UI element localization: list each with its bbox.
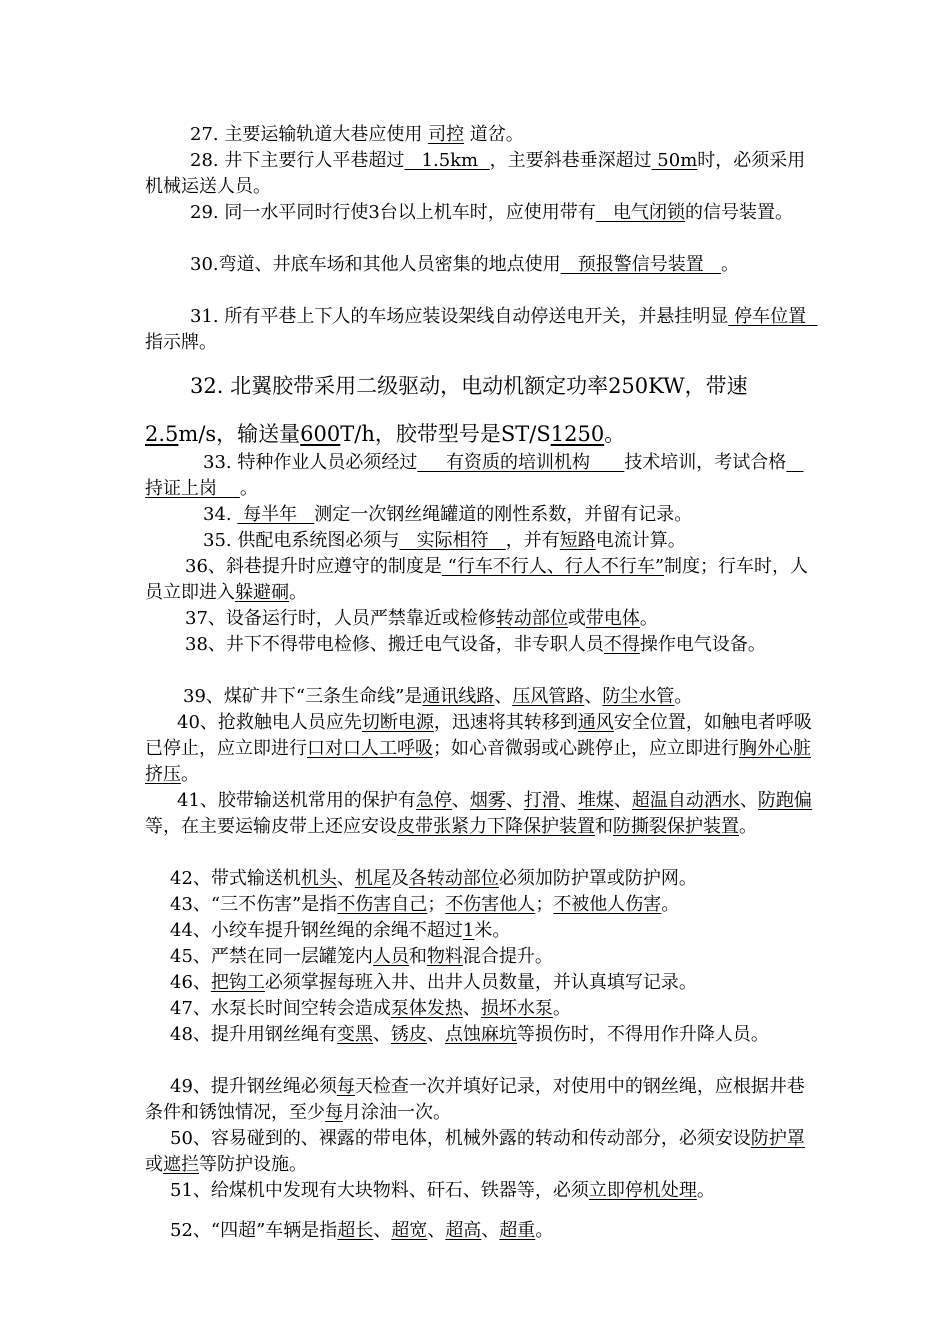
question-text: 52、“四超”车辆是指	[170, 1220, 338, 1241]
question-text: 时，必须采用机械运送人员。	[145, 150, 806, 197]
answer-blank: 短路	[559, 530, 596, 551]
question-text: 、	[481, 1220, 500, 1241]
answer-blank: 实际相符	[399, 530, 506, 551]
question-text: 和	[408, 946, 427, 967]
answer-blank: 防尘水管	[602, 686, 675, 707]
answer-blank: 超宽	[391, 1220, 428, 1241]
question-text: 电流计算。	[595, 530, 686, 551]
question-text: 。	[639, 608, 658, 629]
question-52	[145, 1218, 815, 1244]
answer-blank: 变黑	[336, 1024, 373, 1045]
question-text: 操作电气设备。	[639, 634, 766, 655]
answer-blank: 不伤害自己	[337, 894, 428, 915]
question-text: 、	[336, 868, 355, 889]
question-text: 32. 北翼胶带采用二级驱动，电动机额定功率250KW，带速	[190, 374, 748, 398]
question-text: 月涂油一次。	[343, 1102, 451, 1123]
question-text: 。	[720, 254, 739, 275]
answer-blank: 超高	[445, 1220, 482, 1241]
question-text: 天检查一次并填好记录，对使用中的钢丝绳，应根据井巷条件和锈蚀情况，至少	[145, 1076, 805, 1123]
question-text: 的信号装置。	[684, 202, 793, 223]
question-text: 、	[739, 790, 758, 811]
question-text: 、	[451, 790, 470, 811]
answer-blank: 每半年	[237, 504, 315, 525]
question-text: 27. 主要运输轨道大巷应使用	[190, 124, 429, 145]
question-33	[145, 450, 815, 502]
question-text: 、	[505, 790, 524, 811]
answer-blank: 通讯线路	[422, 686, 495, 707]
question-text: 48、提升用钢丝绳有	[170, 1024, 337, 1045]
answer-blank: 把钩工	[210, 972, 265, 993]
question-text: 33. 特种作业人员必须经过	[203, 452, 418, 473]
question-39	[145, 684, 815, 710]
question-29	[145, 200, 815, 226]
question-text: ；	[427, 894, 446, 915]
question-51	[145, 1178, 815, 1204]
question-text: ；	[535, 894, 554, 915]
question-49	[145, 1074, 815, 1126]
question-47	[145, 996, 815, 1022]
question-text: m/s，输送量	[178, 422, 301, 446]
answer-blank: 遮拦	[163, 1154, 199, 1175]
question-40	[145, 710, 815, 788]
question-42	[145, 866, 815, 892]
answer-blank: 不被他人伤害	[553, 894, 662, 915]
answer-blank: 躲避硐	[235, 582, 289, 603]
question-text: 安全位置，如触电者呼吸已停止，应立即进行	[145, 712, 812, 759]
answer-blank: 每	[325, 1102, 343, 1123]
answer-blank: 防护罩	[750, 1128, 805, 1149]
question-48	[145, 1022, 815, 1048]
question-31	[145, 304, 818, 356]
question-text: 47、水泵长时间空转会造成	[170, 998, 391, 1019]
answer-blank: 机头	[300, 868, 337, 889]
question-text: 51、给煤机中发现有大块物料、矸石、铁器等，必须	[170, 1180, 589, 1201]
question-text: 。	[239, 478, 258, 499]
question-text: 、	[559, 790, 578, 811]
question-37	[145, 606, 815, 632]
answer-blank: 锈皮	[390, 1024, 427, 1045]
question-text: 技术培训，考试合格	[624, 452, 787, 473]
question-text: 必须加防护罩或防护网。	[498, 868, 697, 889]
question-text: 49、提升钢丝绳必须	[170, 1076, 337, 1097]
question-text: 45、严禁在同一层罐笼内	[170, 946, 373, 967]
question-text: 等，在主要运输皮带上还应安设	[145, 816, 397, 837]
question-text: 。	[535, 1220, 554, 1241]
question-45	[145, 944, 815, 970]
question-text: 44、小绞车提升钢丝绳的余绳不超过	[170, 920, 463, 941]
question-text: ，并有	[505, 530, 560, 551]
answer-blank: 超温自动洒水	[631, 790, 740, 811]
answer-blank: “行车不行人、行人不行车”	[441, 556, 665, 577]
question-text: 制度；行车时，人员立即进入	[145, 556, 809, 603]
question-text: 43、“三不伤害”是指	[170, 894, 338, 915]
question-text: 31. 所有平巷上下人的车场应装设架线自动停送电开关，并悬挂明显	[190, 306, 729, 327]
answer-blank: 点蚀麻坑	[444, 1024, 517, 1045]
question-text: 。	[289, 582, 307, 603]
question-text: 道岔。	[464, 124, 524, 145]
question-30	[145, 252, 815, 278]
question-text: 等损伤时，不得用作升降人员。	[516, 1024, 769, 1045]
answer-blank: 皮带张紧力下降保护装置	[397, 816, 595, 837]
question-41	[145, 788, 815, 840]
question-text: 29. 同一水平同时行使3台以上机车时，应使用带有	[190, 202, 596, 223]
answer-blank: 急停	[415, 790, 452, 811]
answer-blank: 烟雾	[469, 790, 506, 811]
question-text: 和	[595, 816, 613, 837]
answer-blank: 600	[300, 422, 341, 446]
question-50	[145, 1126, 815, 1178]
answer-blank: 1250	[550, 422, 605, 446]
answer-blank: 物料	[426, 946, 463, 967]
answer-blank: 各转动部位	[408, 868, 499, 889]
answer-blank: 持证上岗	[145, 452, 804, 499]
answer-blank: 超重	[499, 1220, 536, 1241]
answer-blank: 防跑偏	[757, 790, 812, 811]
question-28	[145, 148, 815, 200]
answer-blank: 电气闭锁	[595, 202, 685, 223]
answer-blank: 堆煤	[577, 790, 614, 811]
answer-blank: 人员	[372, 946, 409, 967]
answer-blank: 泵体发热	[390, 998, 463, 1019]
answer-blank: 损坏水泵	[480, 998, 553, 1019]
question-text: 。	[661, 894, 680, 915]
question-44	[145, 918, 815, 944]
question-text: 或	[145, 1154, 163, 1175]
question-text: 等防护设施。	[199, 1154, 307, 1175]
answer-blank: 带电体	[585, 608, 640, 629]
question-text: ，迅速将其转移到	[433, 712, 578, 733]
question-text: 、	[373, 1220, 392, 1241]
question-32	[145, 362, 815, 458]
question-text: 、	[494, 686, 513, 707]
question-text: T/h，胶带型号是ST/S	[340, 422, 551, 446]
question-text: 28. 井下主要行人平巷超过	[190, 150, 405, 171]
question-text: 39、煤矿井下“三条生命线”是	[183, 686, 423, 707]
answer-blank: 机尾	[354, 868, 391, 889]
question-35	[145, 528, 815, 554]
question-text: 50、容易碰到的、裸露的带电体，机械外露的转动和传动部分，必须安设	[170, 1128, 751, 1149]
question-text: 。	[696, 1180, 715, 1201]
answer-blank: 口对口人工呼吸	[307, 738, 433, 759]
question-46	[145, 970, 815, 996]
question-36	[145, 554, 815, 606]
answer-blank: 通风	[577, 712, 614, 733]
answer-blank: 2.5	[145, 422, 179, 446]
question-text: 、	[613, 790, 632, 811]
question-text: 。	[181, 764, 199, 785]
question-text: 。	[552, 998, 571, 1019]
answer-blank: 切断电源	[361, 712, 434, 733]
question-text: 34.	[203, 504, 238, 525]
answer-blank: 立即停机处理	[588, 1180, 697, 1201]
answer-blank: 司控	[428, 124, 465, 145]
question-text: 。	[739, 816, 757, 837]
question-text: 指示牌。	[145, 332, 217, 353]
question-text: 、	[462, 998, 481, 1019]
question-text: 41、胶带输送机常用的保护有	[177, 790, 416, 811]
question-text: 36、斜巷提升时应遵守的制度是	[185, 556, 442, 577]
question-text: 米。	[474, 920, 511, 941]
question-text: 46、	[170, 972, 211, 993]
question-27	[145, 122, 815, 148]
question-text: 、	[427, 1220, 446, 1241]
answer-blank: 50m	[651, 150, 698, 171]
answer-blank: 压风管路	[512, 686, 585, 707]
question-text: 、	[426, 1024, 445, 1045]
question-text: 、	[584, 686, 603, 707]
question-34	[145, 502, 815, 528]
question-text: ，主要斜巷垂深超过	[489, 150, 652, 171]
question-text: 35. 供配电系统图必须与	[203, 530, 400, 551]
answer-blank: 每	[336, 1076, 355, 1097]
question-text: 。	[604, 422, 626, 446]
question-text: 40、抢救触电人员应先	[177, 712, 362, 733]
answer-blank: 预报警信号装置	[560, 254, 721, 275]
answer-blank: 防撕裂保护装置	[613, 816, 739, 837]
question-text: 。	[674, 686, 693, 707]
question-text: 37、设备运行时，人员严禁靠近或检修	[185, 608, 496, 629]
question-text: 及	[390, 868, 409, 889]
answer-blank: 胸外心脏挤压	[145, 738, 811, 785]
answer-blank: 有资质的培训机构	[417, 452, 625, 473]
question-43	[145, 892, 815, 918]
question-text: 38、井下不得带电检修、搬迁电气设备，非专职人员	[185, 634, 604, 655]
question-text: 必须掌握每班入井、出井人员数量，并认真填写记录。	[264, 972, 697, 993]
question-text: 、	[372, 1024, 391, 1045]
question-text: 混合提升。	[462, 946, 553, 967]
answer-blank: 停车位置	[728, 306, 818, 327]
answer-blank: 超长	[337, 1220, 374, 1241]
question-text: ；如心音微弱或心跳停止，应立即进行	[433, 738, 739, 759]
question-text: 或	[567, 608, 586, 629]
answer-blank: 打滑	[523, 790, 560, 811]
question-text: 42、带式输送机	[170, 868, 301, 889]
answer-blank: 不得	[603, 634, 640, 655]
answer-blank: 1	[462, 920, 475, 941]
answer-blank: 不伤害他人	[445, 894, 536, 915]
question-38	[145, 632, 815, 658]
answer-blank: 转动部位	[495, 608, 568, 629]
question-text: 测定一次钢丝绳罐道的刚性系数，并留有记录。	[314, 504, 693, 525]
answer-blank: 1.5km	[404, 150, 490, 171]
question-text: 30.弯道、井底车场和其他人员密集的地点使用	[190, 254, 561, 275]
